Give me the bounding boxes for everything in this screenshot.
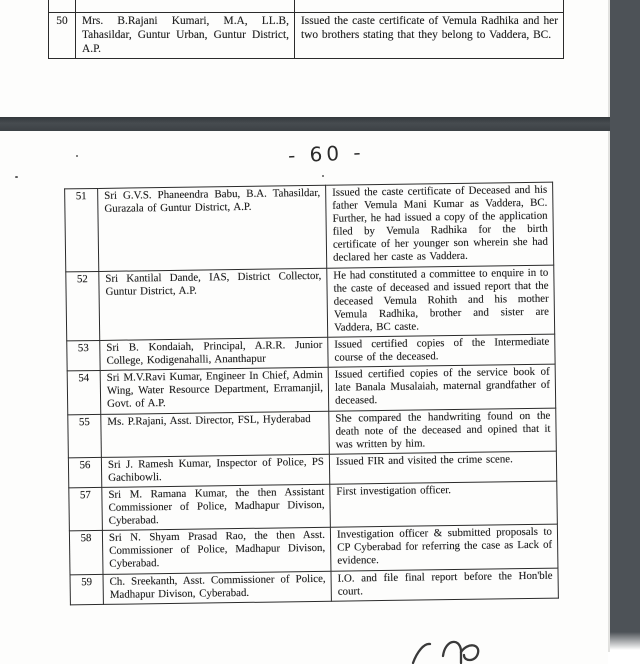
- row-no-cell: 54: [67, 371, 101, 415]
- scan-speck: [15, 176, 18, 178]
- deposition-cell: Issued certified copies of the Intermediate course of the deceased.: [328, 334, 555, 367]
- deposition-cell: [295, 0, 564, 13]
- table-row: [67, 364, 556, 414]
- witness-name-cell: Sri J. Ramesh Kumar, Inspector of Police, PS Gachibowli.: [101, 454, 329, 487]
- deposition-cell: Issued the caste certificate of Deceased and his father Vemula Mani Kumar as Vaddera, BC. Further, he had issued a copy of the application filed by Vemula Radhika for the birth certificate of her younger son wherein she had declared her caste as Vaddera.: [326, 182, 554, 268]
- table-row: [68, 408, 557, 458]
- handwritten-signature-fragment: [405, 634, 515, 664]
- deposition-cell: Issued FIR and visited the crime scene.: [329, 451, 556, 484]
- row-no-cell: [49, 0, 76, 13]
- witness-name-cell: Sri M. Ramana Kumar, the then Assistant Commissioner of Police, Madhapur Divison, Cyberabad.: [102, 484, 331, 530]
- handwritten-page-number: - 60 -: [287, 140, 366, 168]
- deposition-cell: Investigation officer & submitted proposals to CP Cyberabad for referring the case as Lack of evidence.: [330, 524, 558, 570]
- row-no-cell: 52: [66, 271, 100, 341]
- witness-name-cell: Sri N. Shyam Prasad Rao, the then Asst. Commissioner of Police, Madhapur Divison, Cyberabad.: [102, 527, 331, 573]
- scan-speck: [322, 175, 324, 177]
- row-no-cell: 59: [70, 574, 103, 605]
- table-row: [69, 481, 558, 531]
- deposition-cell: He had constituted a committee to enquire in to the caste of deceased and issued report that the deceased Vemula Rohith and his mother Vemula Radhika, brother and sister are Vaddera, BC caste.: [327, 265, 555, 338]
- table-row: [65, 182, 554, 271]
- table-row: [69, 524, 558, 574]
- row-no-cell: 53: [67, 340, 100, 371]
- deposition-cell: First investigation officer.: [330, 481, 558, 527]
- witness-table-previous-page: [48, 0, 564, 59]
- witness-name-cell: Mrs. B.Rajani Kumari, M.A, LL.B, Tahasildar, Guntur Urban, Guntur District, A.P.: [76, 13, 295, 59]
- scan-speck: [76, 155, 78, 157]
- table-row-cutoff: [49, 0, 564, 13]
- table-row: [49, 13, 564, 59]
- row-no-cell: 56: [68, 457, 101, 488]
- table-row: [66, 265, 555, 341]
- witness-name-cell: [76, 0, 295, 13]
- witness-name-cell: Sri G.V.S. Phaneendra Babu, B.A. Tahasildar, Gurazala of Guntur District, A.P.: [98, 185, 327, 271]
- row-no-cell: 58: [69, 531, 103, 575]
- page-previous: [0, 0, 608, 117]
- deposition-cell: She compared the handwriting found on the death note of the deceased and opined that it was written by him.: [329, 408, 557, 454]
- row-no-cell: 57: [69, 487, 103, 531]
- page-gap: [0, 117, 610, 131]
- witness-table: [64, 182, 559, 606]
- row-no-cell: 50: [49, 13, 76, 59]
- witness-name-cell: Sri Kantilal Dande, IAS, District Collector, Guntur District, A.P.: [99, 268, 328, 341]
- row-no-cell: 51: [65, 188, 99, 271]
- deposition-cell: I.O. and file final report before the Hon'ble court.: [331, 568, 558, 601]
- witness-name-cell: Sri M.V.Ravi Kumar, Engineer In Chief, Admin Wing, Water Resource Department, Erramanjil, Govt. of A.P.: [100, 367, 329, 413]
- row-no-cell: 55: [68, 414, 102, 458]
- viewer-dark-margin: [608, 0, 640, 652]
- table-row: [70, 568, 558, 605]
- witness-name-cell: Ch. Sreekanth, Asst. Commissioner of Police, Madhapur Divison, Cyberabad.: [103, 571, 331, 604]
- page-60: [0, 131, 608, 664]
- witness-name-cell: Ms. P.Rajani, Asst. Director, FSL, Hyderabad: [101, 411, 330, 457]
- deposition-cell: Issued the caste certificate of Vemula Radhika and her two brothers stating that they belong to Vaddera, BC.: [295, 13, 564, 59]
- deposition-cell: Issued certified copies of the service book of late Banala Musalaiah, maternal grandfather of deceased.: [328, 364, 556, 410]
- witness-name-cell: Sri B. Kondaiah, Principal, A.R.R. Junior College, Kodigenahalli, Ananthapur: [100, 337, 328, 370]
